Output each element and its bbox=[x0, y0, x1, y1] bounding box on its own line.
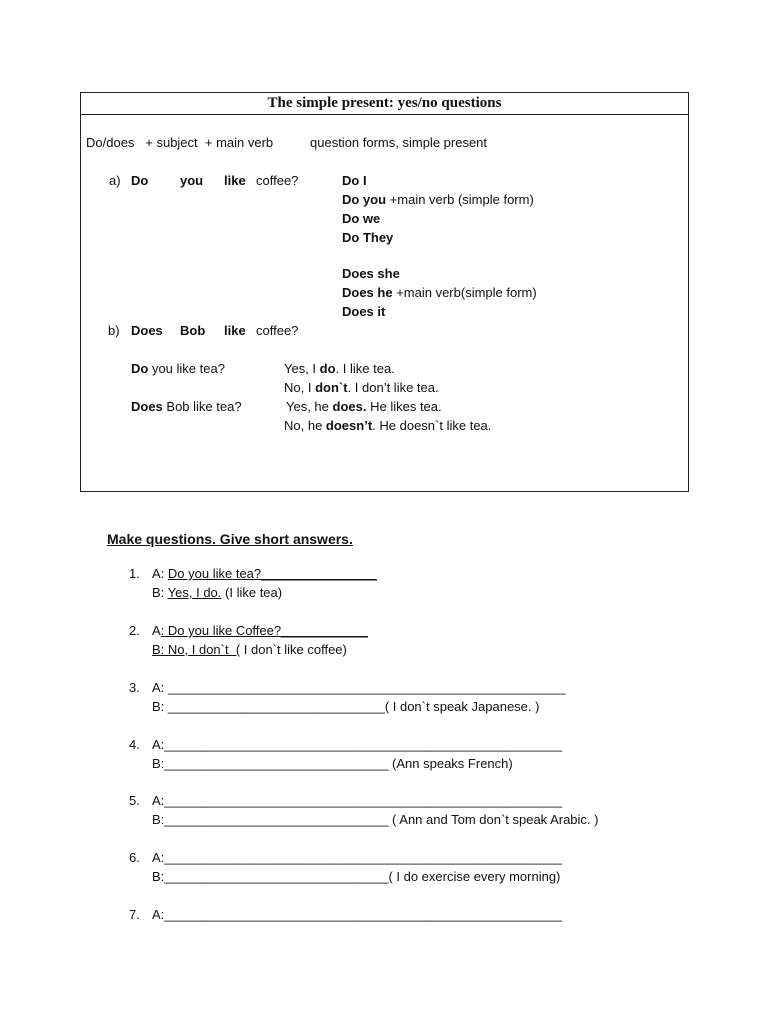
a-label: A: bbox=[152, 907, 165, 922]
box-title: The simple present: yes/no questions bbox=[81, 93, 688, 115]
question-line[interactable] bbox=[152, 850, 562, 865]
a-answer[interactable]: : Do you like Coffee?____________ bbox=[160, 623, 368, 638]
b-hint: (Ann speaks French) bbox=[388, 756, 513, 771]
b-label: B: bbox=[152, 869, 165, 884]
example-a-word: Do bbox=[131, 173, 149, 188]
answer-aux: does. bbox=[332, 399, 367, 414]
example-b-word: Bob bbox=[180, 323, 206, 338]
a-label: A bbox=[152, 623, 161, 638]
item-number: 7. bbox=[129, 907, 140, 922]
item-number: 1. bbox=[129, 566, 140, 581]
question-line[interactable] bbox=[152, 680, 566, 695]
do-form-line bbox=[342, 211, 380, 226]
a-label: A: bbox=[152, 566, 168, 581]
question-aux: Does bbox=[131, 399, 163, 414]
b-hint: ( I don`t speak Japanese. ) bbox=[384, 699, 540, 714]
b-blank[interactable]: _______________________________ bbox=[164, 869, 389, 884]
example-b-word: coffee? bbox=[256, 323, 299, 338]
example-b-word: Does bbox=[131, 323, 163, 338]
answer-line[interactable] bbox=[152, 812, 598, 827]
does-form-rest: +main verb(simple form) bbox=[392, 285, 537, 300]
do-form-subject: Do They bbox=[342, 230, 394, 245]
does-form-line bbox=[342, 266, 400, 281]
b-label: B: bbox=[152, 699, 168, 714]
item-number: 2. bbox=[129, 623, 140, 638]
answer-text: He likes tea. bbox=[366, 399, 442, 414]
b-hint: I don`t like coffee) bbox=[240, 642, 347, 657]
answer-aux: do bbox=[319, 361, 336, 376]
answer-line[interactable] bbox=[152, 699, 539, 714]
b-label: B: bbox=[152, 812, 165, 827]
b-label: B: bbox=[152, 585, 168, 600]
example-b-label: b) bbox=[108, 323, 120, 338]
item-number: 3. bbox=[129, 680, 140, 695]
question-line[interactable] bbox=[152, 566, 377, 581]
answer-line[interactable] bbox=[152, 642, 347, 657]
a-blank[interactable]: _______________________________________________________ bbox=[164, 907, 562, 922]
example-question bbox=[131, 399, 242, 414]
answer-text: . I like tea. bbox=[335, 361, 395, 376]
a-blank[interactable]: _______________________________________________________ bbox=[164, 793, 562, 808]
example-answer bbox=[286, 399, 442, 414]
a-blank[interactable]: _______________________________________________________ bbox=[167, 680, 566, 695]
example-answer bbox=[284, 380, 439, 395]
item-number: 6. bbox=[129, 850, 140, 865]
question-line[interactable] bbox=[152, 737, 562, 752]
exercise-heading: Make questions. Give short answers. bbox=[107, 531, 353, 547]
b-blank[interactable]: ______________________________ bbox=[167, 699, 385, 714]
answer-text: Yes, he bbox=[286, 399, 333, 414]
item-number: 5. bbox=[129, 793, 140, 808]
example-question bbox=[131, 361, 225, 376]
answer-text: Yes, I bbox=[284, 361, 320, 376]
b-hint: (I like tea) bbox=[221, 585, 283, 600]
formula: Do/does + subject + main verb bbox=[86, 135, 274, 150]
a-answer[interactable]: Do you like tea?________________ bbox=[167, 566, 377, 581]
answer-text: . I don’t like tea. bbox=[347, 380, 439, 395]
does-form-line bbox=[342, 285, 537, 300]
formula-note: question forms, simple present bbox=[310, 135, 488, 150]
do-form-line bbox=[342, 192, 534, 207]
answer-line[interactable] bbox=[152, 756, 513, 771]
a-label: A: bbox=[152, 737, 165, 752]
example-b-word: like bbox=[224, 323, 246, 338]
a-label: A: bbox=[152, 850, 165, 865]
example-a-word: coffee? bbox=[256, 173, 299, 188]
question-aux: Do bbox=[131, 361, 149, 376]
answer-line[interactable] bbox=[152, 869, 560, 884]
do-form-subject: Do you bbox=[342, 192, 387, 207]
answer-text: No, he bbox=[284, 418, 326, 433]
question-rest: Bob like tea? bbox=[162, 399, 242, 414]
does-form-subject: Does she bbox=[342, 266, 400, 281]
do-form-line bbox=[342, 230, 393, 245]
answer-text: No, I bbox=[284, 380, 316, 395]
b-label: B: bbox=[152, 756, 165, 771]
b-blank[interactable]: _______________________________ bbox=[164, 756, 389, 771]
does-form-line bbox=[342, 304, 385, 319]
do-form-subject: Do we bbox=[342, 211, 381, 226]
does-form-subject: Does it bbox=[342, 304, 386, 319]
a-blank[interactable]: _______________________________________________________ bbox=[164, 737, 562, 752]
example-a-word: like bbox=[224, 173, 246, 188]
example-a-label: a) bbox=[109, 173, 121, 188]
a-label: A: bbox=[152, 680, 168, 695]
b-hint: ( I do exercise every morning) bbox=[388, 869, 561, 884]
example-a-word: you bbox=[180, 173, 204, 188]
answer-line[interactable] bbox=[152, 585, 282, 600]
a-label: A: bbox=[152, 793, 165, 808]
example-answer bbox=[284, 418, 491, 433]
question-line[interactable] bbox=[152, 623, 368, 638]
b-answer[interactable]: B: No, I don`t ( bbox=[152, 642, 241, 657]
do-form-line bbox=[342, 173, 367, 188]
do-form-subject: Do I bbox=[342, 173, 367, 188]
does-form-subject: Does he bbox=[342, 285, 393, 300]
question-rest: you like tea? bbox=[148, 361, 225, 376]
answer-text: . He doesn`t like tea. bbox=[372, 418, 492, 433]
do-form-rest: +main verb (simple form) bbox=[386, 192, 534, 207]
item-number: 4. bbox=[129, 737, 140, 752]
b-hint: ( Ann and Tom don`t speak Arabic. ) bbox=[388, 812, 599, 827]
question-line[interactable] bbox=[152, 793, 562, 808]
answer-aux: don`t bbox=[315, 380, 348, 395]
a-blank[interactable]: _______________________________________________________ bbox=[164, 850, 562, 865]
b-blank[interactable]: _______________________________ bbox=[164, 812, 389, 827]
b-answer[interactable]: Yes, I do. bbox=[167, 585, 222, 600]
answer-aux: doesn’t bbox=[325, 418, 373, 433]
question-line[interactable] bbox=[152, 907, 562, 922]
example-answer bbox=[284, 361, 395, 376]
